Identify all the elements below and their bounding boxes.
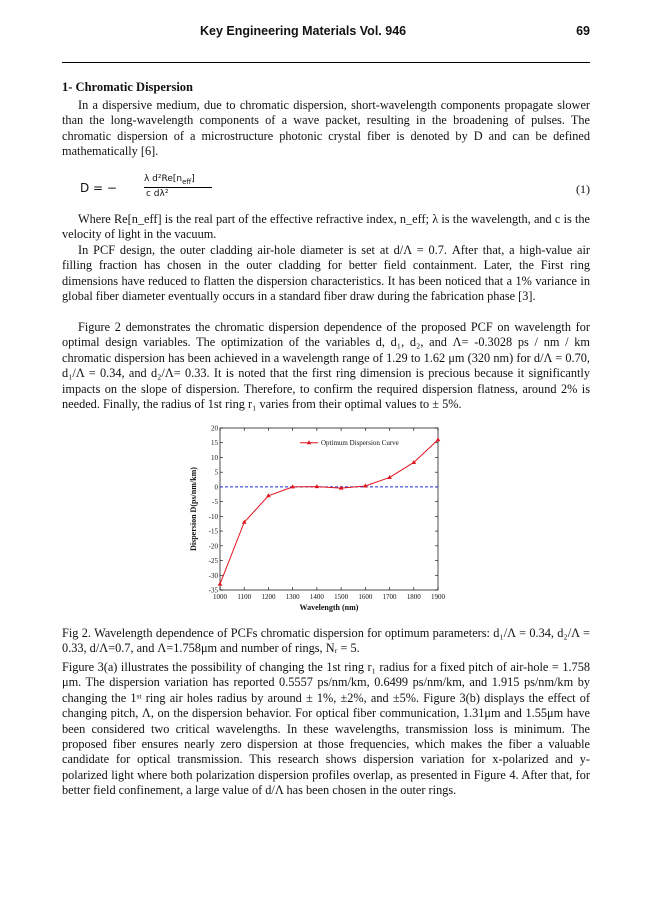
paragraph-3: In PCF design, the outer cladding air-hole diameter is set at d/Λ = 0.7. After that, a high-value air filling fraction has chosen in the outer cladding for better field containment. Later, the First ring dimensions have reduced to flatten the dispersion characteristics. It has been noticed that a 1% variance in global fiber diameter eventually occurs in a standard fiber draw during the fabrication phase [3]. [62, 243, 590, 304]
equation-number: (1) [576, 182, 590, 196]
legend-label: Optimum Dispersion Curve [321, 439, 399, 448]
y-tick-label: -30 [208, 571, 218, 580]
header-rule [62, 62, 590, 63]
y-tick-label: 5 [214, 468, 218, 477]
x-tick-label: 1500 [334, 593, 349, 601]
y-tick-label: 15 [211, 439, 218, 448]
figure-caption: Fig 2. Wavelength dependence of PCFs chromatic dispersion for optimum parameters: d₁/Λ = 0.34, d₂/Λ = 0.33, d/Λ=0.7, and Λ=1.758μm and number of rings, Nᵣ = 5. [62, 626, 590, 656]
x-tick-label: 1000 [213, 593, 227, 601]
journal-title: Key Engineering Materials Vol. 946 [200, 24, 407, 38]
section-title: 1- Chromatic Dispersion [62, 80, 194, 94]
equation-denominator: c dλ² [146, 189, 169, 199]
x-tick-label: 1900 [431, 593, 445, 601]
x-tick-label: 1700 [382, 593, 397, 601]
data-point [218, 582, 223, 586]
legend-marker [307, 440, 312, 444]
x-tick-label: 1200 [261, 593, 276, 601]
page-number: 69 [576, 24, 590, 38]
paragraph-4: Figure 2 demonstrates the chromatic dispersion dependence of the proposed PCF on wavelength for optimal design variables. The optimization of the variables d, d₁, d₂, and Λ= -0.3028 ps / nm / km chromatic dispersion has been achieved in a wavelength range of 1.29 to 1.62 μm (320 nm) for d/Λ = 0.70, d₁/Λ = 0.34, and d₂/Λ= 0.33. It is noted that the first ring dimension is precious because it significantly impacts on the slope of dispersion. Therefore, to confirm the required dispersion flatness, around 2% is needed. Finally, the radius of 1st ring r₁ varies from their optimal values to ± 5%. [62, 320, 590, 412]
y-tick-label: 20 [211, 424, 218, 433]
plot-frame [220, 428, 438, 590]
y-tick-label: -35 [208, 586, 218, 595]
dispersion-chart [186, 422, 456, 618]
y-tick-label: 0 [214, 483, 218, 492]
fraction-bar [144, 187, 212, 188]
y-tick-label: -5 [212, 498, 218, 507]
page-header [62, 22, 590, 44]
data-point [315, 484, 320, 488]
y-tick-label: -20 [208, 542, 218, 551]
x-tick-label: 1400 [309, 593, 324, 601]
x-tick-label: 1800 [406, 593, 421, 601]
paragraph-5: Figure 3(a) illustrates the possibility of changing the 1st ring r₁ radius for a fixed pitch of air-hole = 1.758 μm. The dispersion variation has reported 0.5557 ps/nm/km, 0.6499 ps/nm/km, and 1.915 ps/nm/km by changing the 1ˢᵗ ring air holes radius by around ± 1%, ±2%, and ±5%. Figure 3(b) displays the effect of changing pitch, Λ, on the dispersion behavior. For optical fiber communication, 1.31μm and 1.55μm have been considered two critical wavelengths. In these wavelengths, transmission loss is minimum. The proposed fiber ensures nearly zero dispersion at those frequencies, which makes the fiber a valuable candidate for optical transmission. This research shows dispersion variation for x-polarized and y-polarized light where both polarization dispersion profiles overlap, as presented in Figure 4. After that, for better field confinement, a large value of d/Λ has been chosen in the outer rings. [62, 660, 590, 798]
y-tick-label: 10 [211, 453, 218, 462]
x-tick-label: 1100 [237, 593, 252, 601]
y-tick-label: -15 [208, 527, 218, 536]
data-point [436, 437, 441, 441]
x-axis-label: Wavelength (nm) [299, 603, 359, 612]
x-tick-label: 1300 [285, 593, 300, 601]
equation-lhs: D = − [80, 181, 117, 195]
paragraph-2: Where Re[n_eff] is the real part of the effective refractive index, n_eff; λ is the wavelength, and c is the velocity of light in the vacuum. [62, 212, 590, 242]
equation-1 [62, 174, 590, 206]
y-axis-label: Dispersion D(ps/nm/km) [189, 467, 198, 551]
y-tick-label: -10 [208, 512, 218, 521]
paragraph-1: In a dispersive medium, due to chromatic dispersion, short-wavelength components propagate slower than the long-wavelength components of a wave packet, resulting in the broadening of pulses. The chromatic dispersion of a microstructure photonic crystal fiber is denoted by D and can be defined mathematically [6]. [62, 98, 590, 159]
y-tick-label: -25 [208, 557, 218, 566]
equation-numerator: λ $d^2Re[n_{eff}]$ [144, 174, 195, 186]
x-tick-label: 1600 [358, 593, 373, 601]
series-line [220, 440, 438, 584]
